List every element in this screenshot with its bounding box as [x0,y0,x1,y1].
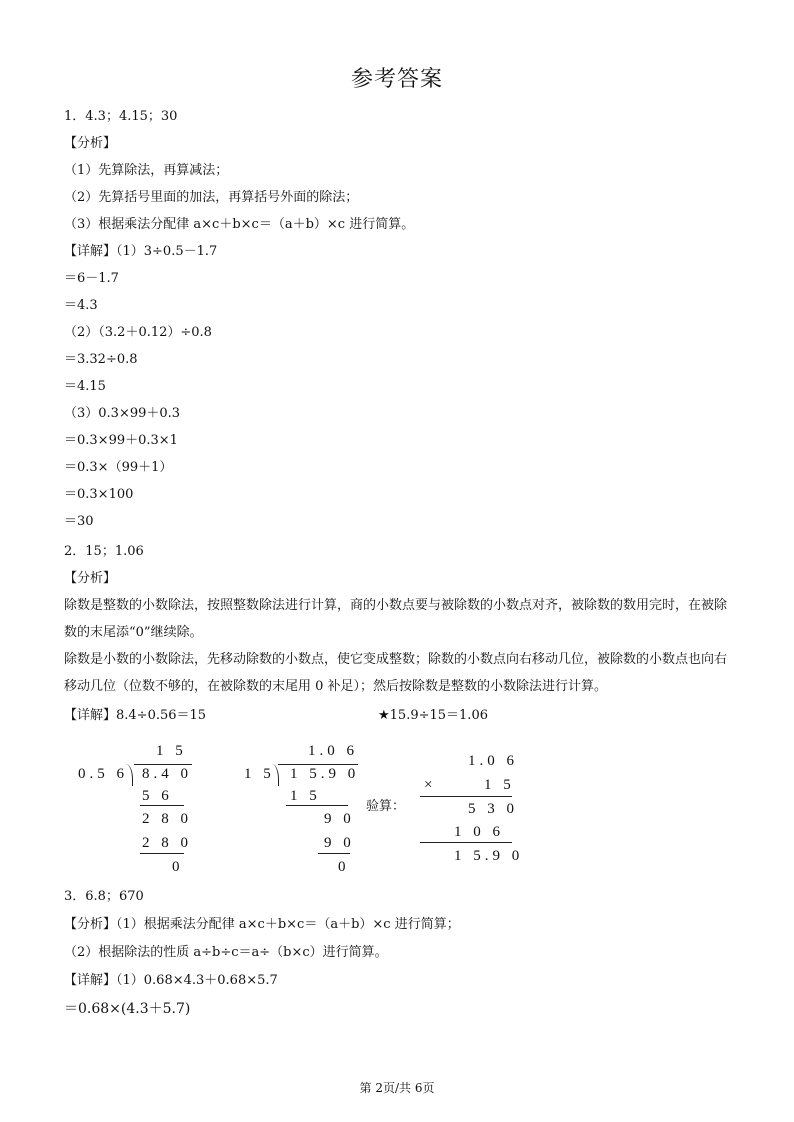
divisor: 0.5 6 [78,766,128,782]
times-sign: × [424,777,433,793]
q1-analysis-line: （3）根据乘法分配律 a×c＋b×c＝（a＋b）×c 进行简算。 [64,217,415,232]
division-bracket [126,764,133,786]
q3-analysis-line: 【分析】（1）根据乘法分配律 a×c＋b×c＝（a＋b）×c 进行简算； [64,917,460,932]
q1-analysis-line: （2）先算括号里面的加法，再算括号外面的除法； [64,190,359,205]
q1-detail-line: 【详解】（1）3÷0.5－1.7 [64,244,218,259]
partial-product: 1 0 6 [454,824,504,840]
q1-detail-line: （2）（3.2＋0.12）÷0.8 [64,325,212,340]
step-row: 9 0 [324,811,355,827]
step-row: 1 5 [290,788,321,804]
page-title: 参考答案 [350,67,443,92]
multiplicand: 1.0 6 [468,753,518,769]
q2-answer: 2．15；1.06 [64,544,144,559]
divisor: 1 5 [244,766,275,782]
quotient: 1 5 [156,743,187,759]
step-row: 2 8 0 [142,811,192,827]
step-line [140,853,184,854]
division-bracket [272,764,279,786]
product-result: 1 5.9 0 [454,848,524,864]
step-row: 0 [338,859,350,875]
step-row: 9 0 [324,835,355,851]
partial-product: 5 3 0 [468,801,518,817]
q1-answer: 1．4.3；4.15；30 [64,109,178,124]
step-line [318,853,350,854]
q1-analysis-line: （1）先算除法，再算减法； [64,163,229,178]
step-line [140,805,184,806]
q1-detail-line: ＝6－1.7 [64,271,119,286]
q1-detail-line: （3）0.3×99＋0.3 [64,406,181,421]
q3-detail-line: 【详解】（1）0.68×4.3＋0.68×5.7 [64,973,278,988]
dividend: 8.4 0 [142,766,192,782]
product-line [420,842,512,843]
step-row: 2 8 0 [142,835,192,851]
q1-detail-line: ＝4.3 [64,298,98,313]
q2-analysis-para1: 除数是整数的小数除法，按照整数除法进行计算，商的小数点要与被除数的小数点对齐，被除数的数用完时，在被除数的末尾添“0”继续除。 [64,598,728,640]
q2-analysis-para2: 除数是小数的小数除法，先移动除数的小数点，使它变成整数；除数的小数点向右移动几位，被除数的小数点也向右移动几位（位数不够的，在被除数的末尾用 0 补足）；然后按除数是整数的小数除法进行计算。 [64,652,728,694]
page-footer: 第 2页/共 6页 [359,1081,435,1095]
step-line [286,805,348,806]
q1-analysis-label: 【分析】 [64,136,117,151]
q2-detail: 【详解】8.4÷0.56＝15 [64,708,207,723]
q1-detail-line: ＝30 [64,514,94,529]
q1-detail-line: ＝0.3×99＋0.3×1 [64,433,178,448]
step-row: 5 6 [142,788,173,804]
quotient: 1.0 6 [308,743,358,759]
product-line [420,796,512,797]
q1-detail-line: ＝3.32÷0.8 [64,352,138,367]
q1-detail-line: ＝0.3×100 [64,487,134,502]
q2-star-detail: ★15.9÷15＝1.06 [378,708,488,723]
q3-answer: 3．6.8；670 [64,889,144,904]
q3-detail-line: ＝0.68×(4.3＋5.7) [64,1001,191,1017]
step-row: 0 [172,859,184,875]
multiplier: 1 5 [484,777,515,793]
q1-detail-line: ＝0.3×（99＋1） [64,460,173,475]
q2-analysis-label: 【分析】 [64,571,117,586]
dividend: 1 5.9 0 [290,766,360,782]
q3-analysis-line: （2）根据除法的性质 a÷b÷c＝a÷（b×c）进行简算。 [64,945,388,960]
q1-detail-line: ＝4.15 [64,379,106,394]
check-label: 验算： [366,799,406,814]
